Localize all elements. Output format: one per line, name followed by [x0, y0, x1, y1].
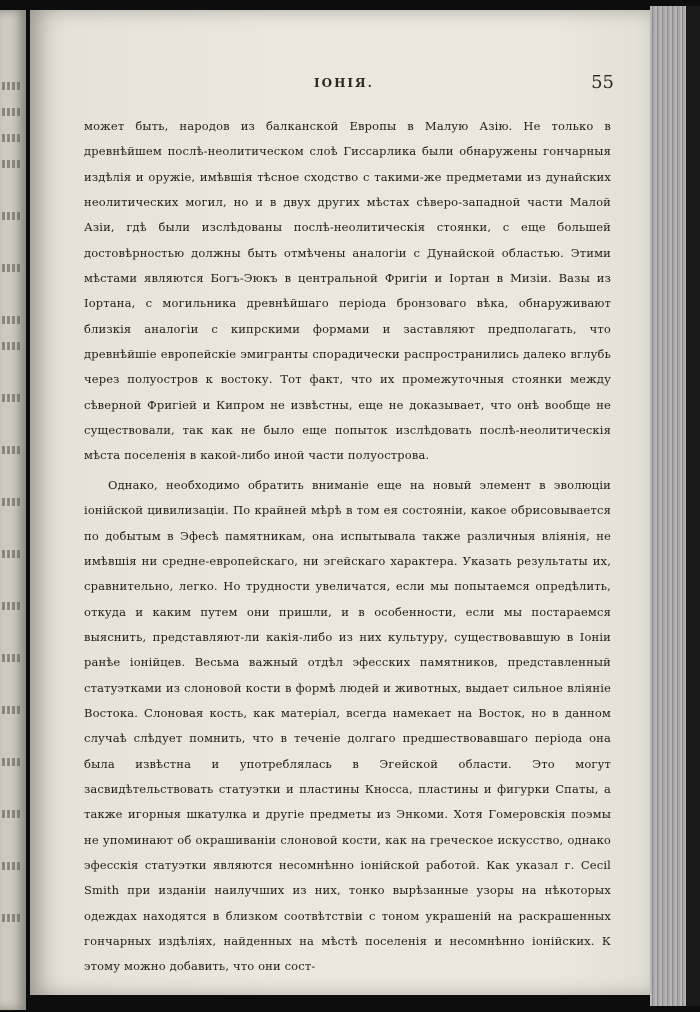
- paragraph-2: Однако, необходимо обратить вниманіе еще на новый элемент в эволюціи іонійской цивилизаціи. По крайней мѣрѣ в том ея состояніи, какое обрисовывается по добытым в Эфесѣ памятникам, она испытывала также различныя вліянія, не имѣвшія ни средне-европейскаго, ни эгейскаго характера. Указать результаты их, сравнительно, легко. Но трудности увеличатся, если мы попытаемся опредѣлить, откуда и каким путем они пришли, и в особенности, если мы постараемся выяснить, представляют-ли какія-либо из них культуру, существовавшую в Іоніи ранѣе іонійцев. Весьма важный отдѣл эфесских памятников, представленный статуэтками из слоновой кости в формѣ людей и животных, выдает сильное вліяніе Востока. Слоновая кость, как матеріал, всегда намекает на Восток, но в данном случаѣ слѣдует помнить, что в теченіе долгаго предшествовавшаго періода она была извѣстна и употреблялась в Эгейской области. Это могут засвидѣтельствовать статуэтки и пластины Кносса, пластины и фигурки Спаты, а также игорныя шкатулка и другіе предметы из Энкоми. Хотя Гомеровскія поэмы не упоминают об окрашиваніи слоновой кости, как на греческое искусство, однако эфесскія статуэтки являются несомнѣнно іонійской работой. Как указал г. Cecil Smith при изданіи наилучших из них, тонко вырѣзанные узоры на нѣкоторых одеждах находятся в близком соотвѣтствіи с тоном украшеній на раскрашенных гончарных издѣліях, найденных на мѣстѣ поселенія и несомнѣнно іонійских. К этому можно добавить, что они сост-: [84, 477, 611, 974]
- body-text: [84, 114, 611, 980]
- paragraph-1: может быть, народов из балканской Европы в Малую Азію. Не только в древнѣйшем послѣ-неолитическом слоѣ Гиссарлика были обнаружены гончарныя издѣлія и оружіе, имѣвшія тѣсное сходство с такими-же предметами из дунайских неолитических могил, но и в двух других мѣстах сѣверо-западной части Малой Азіи, гдѣ были изслѣдованы послѣ-неолитическія стоянки, с еще большей достовѣрностью должны быть отмѣчены аналогіи с Дунайской областью. Этими мѣстами являются Богъ-Эюкъ в центральной Фригіи и Іортан в Мизіи. Вазы из Іортана, с могильника древнѣйшаго періода бронзоваго вѣка, обнаруживают близкія аналогіи с кипрскими формами и заставляют предполагать, что древнѣйшіе европейскіе эмигранты спорадически распространились далеко вглубь через полуостров к востоку. Тот факт, что их промежуточныя стоянки между сѣверной Фригіей и Кипром не извѣстны, еще не доказывает, что онѣ вообще не существовали, так как не было еще попыток изслѣдовать послѣ-неолитическія мѣста поселенія в какой-либо иной части полуострова.: [84, 119, 611, 463]
- book-page: [30, 10, 650, 995]
- facing-page-edge: [0, 10, 26, 1010]
- book-page-stack: [650, 6, 700, 1006]
- running-head: [30, 72, 650, 96]
- page-number: 55: [591, 72, 614, 93]
- running-title: ІОНІЯ.: [314, 76, 374, 90]
